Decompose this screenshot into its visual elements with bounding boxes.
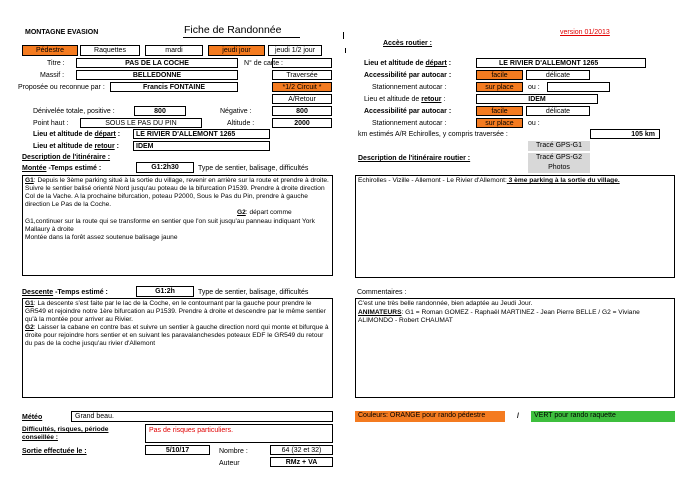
description-title: Description de l'itinéraire : bbox=[22, 154, 111, 161]
commentaires-text: C'est une très belle randonnée, bien adaptée au Jeudi Jour. bbox=[358, 300, 533, 307]
gps-g2-button[interactable]: Tracé GPS-G2 bbox=[528, 153, 590, 163]
descente-label: Descente -Temps estimé : bbox=[22, 289, 108, 296]
access2-delicate[interactable]: délicate bbox=[526, 106, 590, 116]
montee-time-field[interactable]: G1:2h30 bbox=[136, 162, 194, 173]
legend-slash: / bbox=[517, 413, 519, 420]
carte-label: N° de carte : bbox=[244, 60, 283, 67]
routier-description-title: Description de l'itinéraire routier : bbox=[358, 155, 471, 162]
altitude-field[interactable]: 2000 bbox=[272, 118, 332, 128]
propose-field[interactable]: Francis FONTAINE bbox=[110, 82, 238, 92]
depart-label: Lieu et altitude de départ : bbox=[33, 131, 121, 138]
animateurs-text: ANIMATEURS: G1 = Roman GOMEZ - Raphaël MARTINEZ - Jean Pierre BELLE / G2 = Viviane ALIMONDO - Robert CHAUMAT bbox=[358, 309, 640, 324]
sortie-label: Sortie effectuée le : bbox=[22, 448, 87, 455]
propose-label: Proposée ou reconnue par : bbox=[18, 84, 105, 91]
station2-label: Stationnement autocar : bbox=[372, 120, 447, 127]
type-mardi[interactable]: mardi bbox=[145, 45, 203, 56]
descente-text: G1: La descente s'est faite par le lac de la Coche, en le contournant par la gauche pour prendre le GR549 et rejoindre notre 1ère bifurcation au P1539. Prendre à droite et descendre par le même sentier qu'à la montée pour arriver au Rivier. bbox=[25, 300, 326, 323]
carte-field[interactable] bbox=[272, 58, 332, 68]
meteo-field[interactable]: Grand beau. bbox=[71, 411, 333, 422]
retour-label: Lieu et altitude de retour : bbox=[33, 143, 119, 150]
montee-type-label: Type de sentier, balisage, difficultés bbox=[198, 165, 309, 172]
auteur-field[interactable]: RMz + VA bbox=[270, 457, 333, 467]
commentaires-box[interactable] bbox=[355, 298, 675, 398]
right-depart-label: Lieu et altitude de départ : bbox=[364, 60, 452, 67]
demi-circuit-option[interactable]: *1/2 Circuit * bbox=[272, 82, 332, 92]
right-depart-field[interactable]: LE RIVIER D'ALLEMONT 1265 bbox=[476, 58, 646, 68]
altitude-label: Altitude : bbox=[227, 120, 255, 127]
descente-time-field[interactable]: G1:2h bbox=[136, 286, 194, 297]
nombre-label: Nombre : bbox=[219, 448, 248, 455]
descente-text-box[interactable] bbox=[22, 298, 333, 398]
aller-retour-option[interactable]: A/Retour bbox=[272, 94, 332, 104]
photos-button[interactable]: Photos bbox=[528, 163, 590, 173]
routier-text-box[interactable] bbox=[355, 175, 675, 278]
difficultes-label: Difficultés, risques, période conseillée : bbox=[22, 426, 109, 441]
center-tick-2 bbox=[345, 48, 346, 53]
denivelee-field[interactable]: 800 bbox=[134, 106, 186, 116]
legend-orange: Couleurs: ORANGE pour rando pédestre bbox=[355, 411, 505, 422]
traversee-option[interactable]: Traversée bbox=[272, 70, 332, 80]
retour-field[interactable]: IDEM bbox=[133, 141, 270, 151]
massif-label: Massif : bbox=[40, 72, 65, 79]
access1-facile[interactable]: facile bbox=[476, 70, 523, 80]
montee-text: G1: Depuis le 3ème parking situé à la sortie du village, revenir en arrière sur la route et prendre à droite. Suivre le sentier balisé orienté Nord jusqu'au poteau de la bifurcation P1539. Prendre à droite direction Col de la Vache. A la prochaine bifurcation, poteau P2000, Sous le Pas du Pin, prendre à gauche direction Le Pas de la Coche. bbox=[25, 177, 329, 208]
routier-text: Echirolles - Vizille - Allemont - Le Rivier d'Allemont: 3 ème parking à la sortie du village. bbox=[358, 177, 620, 184]
montee-label: Montée -Temps estimé : bbox=[22, 165, 102, 172]
title-underline bbox=[183, 37, 300, 38]
km-label: km estimés A/R Echirolles, y compris traversée : bbox=[358, 131, 508, 138]
type-pedestre[interactable]: Pédestre bbox=[22, 45, 78, 56]
access2-label: Accessibilité par autocar : bbox=[364, 108, 452, 115]
depart-field[interactable]: LE RIVIER D'ALLEMONT 1265 bbox=[133, 129, 270, 139]
station2-ou: ou : bbox=[528, 120, 540, 127]
type-jeudi-demi-jour[interactable]: jeudi 1/2 jour bbox=[268, 45, 322, 56]
meteo-label: Météo bbox=[22, 414, 43, 421]
negative-field[interactable]: 800 bbox=[272, 106, 332, 116]
negative-label: Négative : bbox=[220, 108, 252, 115]
center-tick bbox=[343, 32, 344, 39]
legend-green: VERT pour rando raquette bbox=[531, 411, 675, 422]
right-retour-field[interactable]: IDEM bbox=[476, 94, 598, 104]
access2-facile[interactable]: facile bbox=[476, 106, 523, 116]
right-retour-label: Lieu et altitude de retour : bbox=[364, 96, 446, 103]
club-name: MONTAGNE EVASION bbox=[25, 29, 99, 36]
montee-g2-label: G2: départ comme bbox=[237, 209, 292, 216]
point-haut-field[interactable]: SOUS LE PAS DU PIN bbox=[80, 118, 202, 128]
type-raquettes[interactable]: Raquettes bbox=[80, 45, 140, 56]
descente-type-label: Type de sentier, balisage, difficultés bbox=[198, 289, 309, 296]
station1-ou-field[interactable] bbox=[547, 82, 610, 92]
station1-sur-place[interactable]: sur place bbox=[476, 82, 523, 92]
auteur-label: Auteur bbox=[219, 460, 240, 467]
descente-text-2: G2: Laisser la cabane en contre bas et suivre un sentier à gauche direction nord qui monte et bifurque à droite pour rejoindre hors sentier et en suivant les paravalanchesdes poteaux EDF le GR549 du retour du pas de la coche jusqu'au rivier d'Allemont bbox=[25, 324, 329, 347]
montee-text-box[interactable] bbox=[22, 175, 333, 276]
km-field[interactable]: 105 km bbox=[590, 129, 660, 139]
commentaires-label: Commentaires : bbox=[357, 289, 407, 296]
access1-label: Accessibilité par autocar : bbox=[364, 72, 452, 79]
montee-text-3: Montée dans la forêt assez soutenue balisage jaune bbox=[25, 234, 178, 241]
nombre-field[interactable]: 64 (32 et 32) bbox=[270, 445, 333, 455]
difficultes-field[interactable]: Pas de risques particuliers. bbox=[145, 424, 333, 443]
point-haut-label: Point haut : bbox=[33, 120, 69, 127]
denivelee-label: Dénivelée totale, positive : bbox=[33, 108, 115, 115]
montee-text-2: G1,continuer sur la route qui se transforme en sentier que l'on suit jusqu'au panneau indiquant York Mallaury à droite bbox=[25, 218, 315, 233]
page-title: Fiche de Randonnée bbox=[184, 24, 282, 36]
titre-field[interactable]: PAS DE LA COCHE bbox=[76, 58, 238, 68]
station1-label: Stationnement autocar : bbox=[372, 84, 447, 91]
version-label: version 01/2013 bbox=[560, 29, 610, 36]
titre-label: Titre : bbox=[47, 60, 65, 67]
gps-g1-button[interactable]: Tracé GPS-G1 bbox=[528, 141, 590, 151]
type-jeudi-jour[interactable]: jeudi jour bbox=[208, 45, 265, 56]
station1-ou: ou : bbox=[528, 84, 540, 91]
sortie-field[interactable]: 5/10/17 bbox=[145, 445, 210, 455]
massif-field[interactable]: BELLEDONNE bbox=[76, 70, 238, 80]
acces-routier-title: Accès routier : bbox=[383, 40, 433, 47]
station2-sur-place[interactable]: sur place bbox=[476, 118, 523, 128]
access1-delicate[interactable]: délicate bbox=[526, 70, 590, 80]
